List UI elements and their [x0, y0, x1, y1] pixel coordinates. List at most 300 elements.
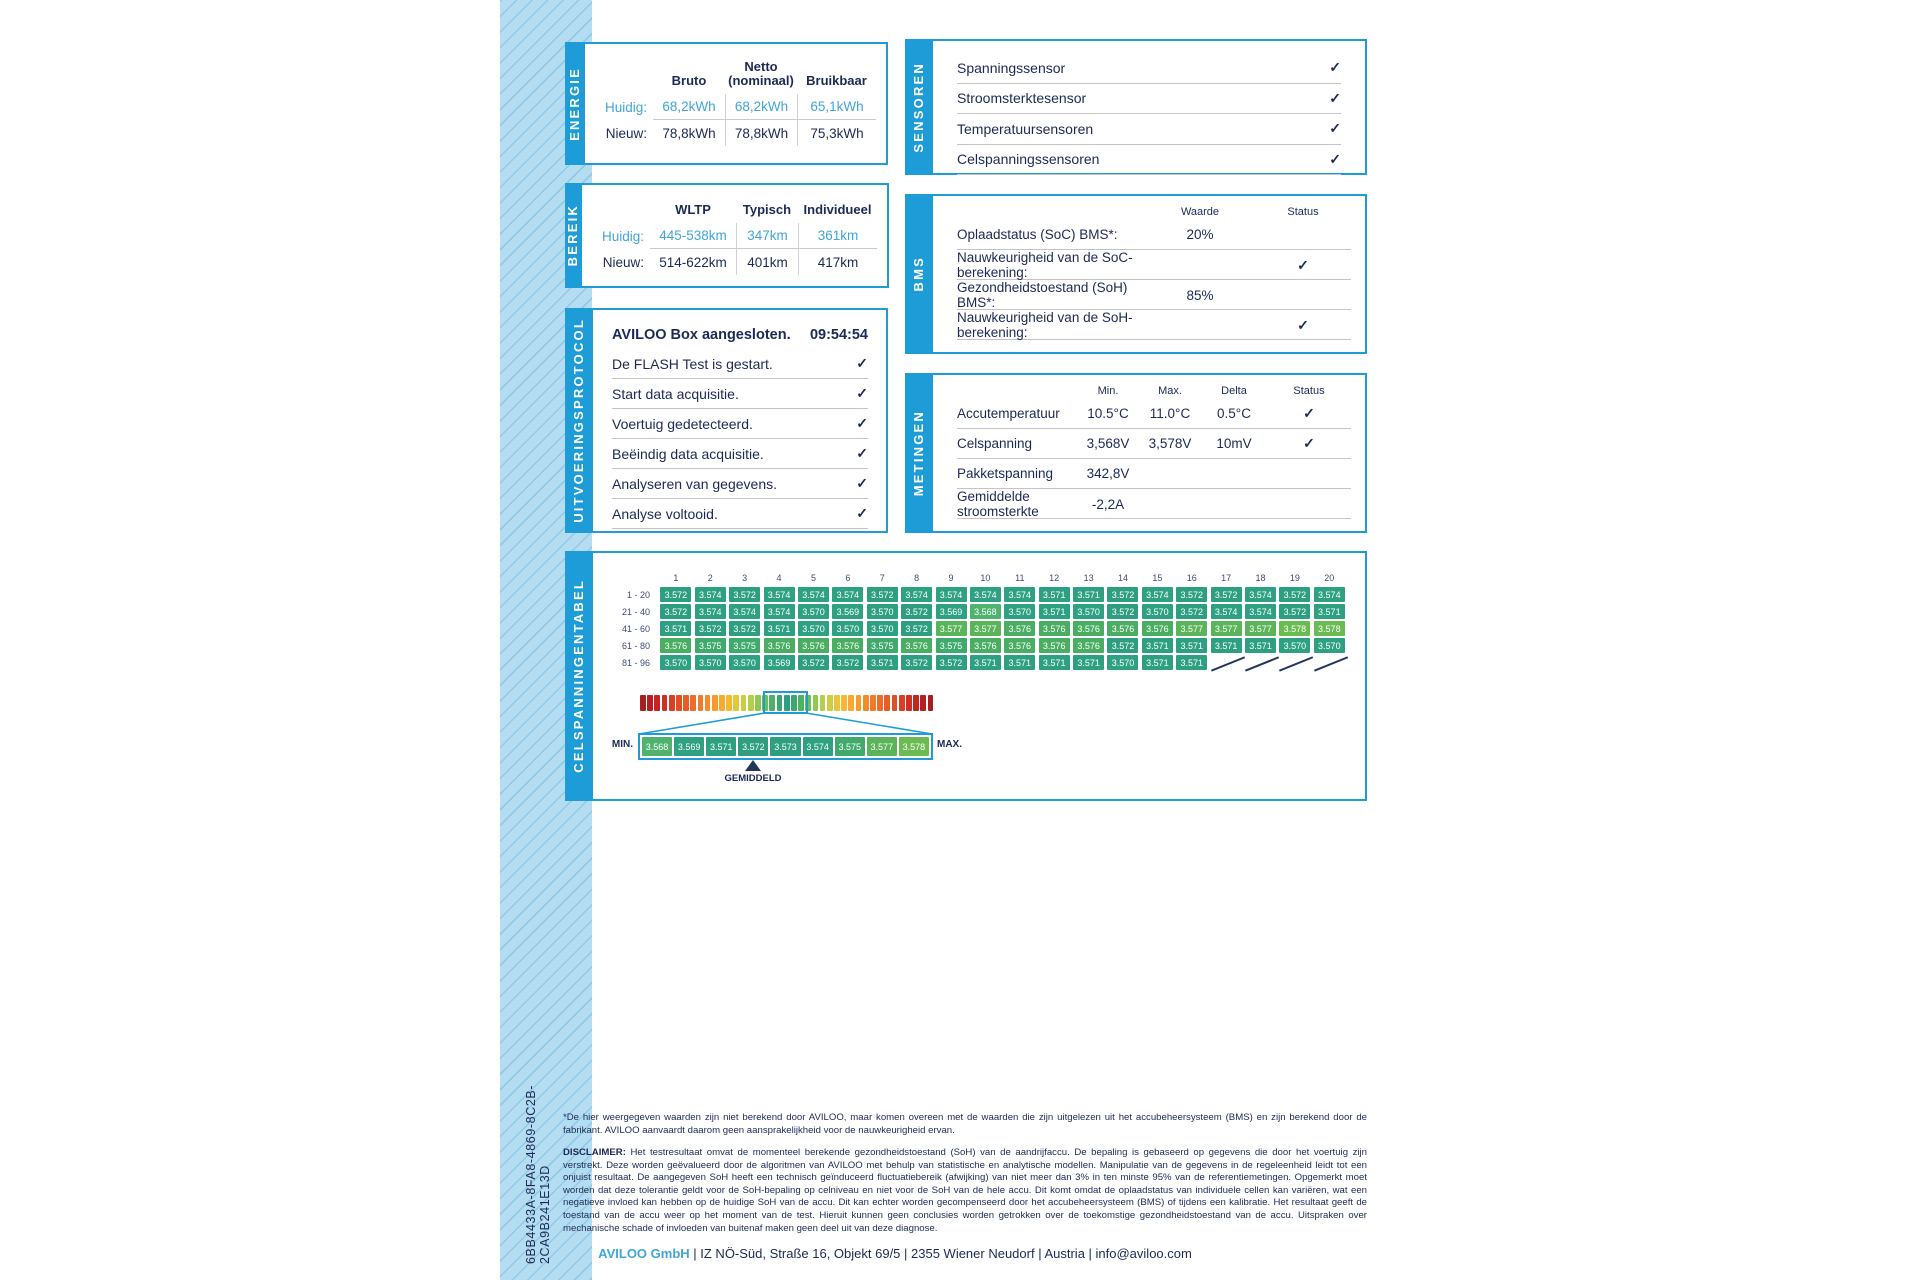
scale-segment [863, 695, 869, 711]
metingen-row-label: Celspanning [957, 436, 1033, 451]
voltage-cell: 3.577 [936, 621, 967, 636]
grid-column-header: 12 [1049, 573, 1060, 583]
scale-segment [884, 695, 890, 711]
scale-segment [870, 695, 876, 711]
panel-uitvoeringsprotocol [565, 308, 888, 533]
scale-segment [856, 695, 862, 711]
voltage-cell: 3.572 [1176, 587, 1207, 602]
voltage-cell: 3.571 [867, 655, 898, 670]
bereik-header-individueel: Individueel [803, 202, 872, 217]
voltage-cell: 3.572 [660, 587, 691, 602]
protocol-step-row [612, 469, 868, 499]
voltage-cell: 3.572 [729, 587, 760, 602]
voltage-cell: 3.568 [970, 604, 1001, 619]
bereik-huidig-individueel: 361km [798, 223, 877, 249]
voltage-cell: 3.569 [764, 655, 795, 670]
energie-header-bruikbaar: Bruikbaar [806, 73, 867, 88]
metingen-min: 10.5°C [1087, 406, 1129, 421]
panel-sensoren-body [931, 39, 1367, 175]
grid-row-label: 41 - 60 [621, 623, 650, 634]
scale-segment [813, 695, 819, 711]
bms-row [957, 310, 1351, 340]
sensor-row [957, 84, 1341, 115]
voltage-legend [638, 733, 933, 760]
sensor-name: Celspanningssensoren [957, 151, 1100, 168]
voltage-cell: 3.572 [1107, 604, 1138, 619]
min-label: MIN. [611, 739, 633, 750]
panel-bereik-title: BEREIK [565, 204, 580, 267]
voltage-cell: 3.571 [970, 655, 1001, 670]
sensor-name: Spanningssensor [957, 59, 1066, 76]
protocol-header-row [612, 320, 868, 349]
sensor-name: Temperatuursensoren [957, 120, 1094, 137]
footer-company: AVILOO GmbH [598, 1246, 690, 1261]
voltage-cell: 3.570 [1107, 655, 1138, 670]
voltage-cell: 3.571 [1176, 638, 1207, 653]
voltage-cell: 3.577 [1211, 621, 1242, 636]
voltage-cell: 3.569 [936, 604, 967, 619]
protocol-step-row [612, 439, 868, 469]
scale-segment [669, 695, 675, 711]
scale-segment [741, 695, 747, 711]
voltage-cell: 3.576 [832, 638, 863, 653]
sensor-row [957, 114, 1341, 145]
voltage-cell: 3.577 [1176, 621, 1207, 636]
voltage-cell: 3.572 [1279, 587, 1310, 602]
energie-row-nieuw-label: Nieuw: [605, 125, 647, 141]
voltage-cell: 3.570 [1279, 638, 1310, 653]
check-icon: ✓ [1303, 405, 1315, 421]
grid-row-label: 81 - 96 [621, 657, 650, 668]
grid-corner [607, 571, 657, 585]
panel-bms-body [931, 194, 1367, 354]
sensor-row [957, 53, 1341, 84]
voltage-cell: 3.572 [695, 621, 726, 636]
metingen-min: 342,8V [1086, 466, 1130, 481]
voltage-cell: 3.574 [1245, 587, 1276, 602]
voltage-cell: 3.570 [695, 655, 726, 670]
protocol-step-text: Start data acquisitie. [612, 385, 739, 402]
panel-bereik-body [580, 183, 889, 288]
voltage-cell-empty [1279, 655, 1310, 670]
metingen-min: -2,2A [1091, 496, 1125, 512]
check-icon: ✓ [856, 385, 868, 401]
grid-column-header: 17 [1221, 573, 1232, 583]
voltage-cell: 3.572 [1107, 587, 1138, 602]
bms-row [957, 220, 1351, 250]
protocol-step-text: Voertuig gedetecteerd. [612, 415, 753, 432]
bereik-row-nieuw-label: Nieuw: [602, 254, 644, 270]
metingen-header-max: Max. [1158, 385, 1182, 397]
legend-cell: 3.577 [867, 737, 897, 756]
panel-sensoren-title: SENSOREN [910, 61, 926, 153]
scale-segment [913, 695, 919, 711]
footer-address-line [560, 1246, 1230, 1261]
grid-row-label: 1 - 20 [626, 589, 650, 600]
bms-column-headers [933, 196, 1365, 220]
check-icon: ✓ [856, 505, 868, 521]
bereik-nieuw-wltp: 514-622km [659, 254, 727, 270]
metingen-row [957, 489, 1351, 519]
panel-energie [565, 42, 888, 165]
scale-segment [705, 695, 711, 711]
scale-segment [755, 695, 761, 711]
grid-column-header: 9 [948, 573, 954, 583]
grid-column-header: 14 [1117, 573, 1128, 583]
check-icon: ✓ [856, 445, 868, 461]
scale-segment [726, 695, 732, 711]
voltage-cell: 3.572 [832, 655, 863, 670]
energie-nieuw-bruto: 78,8kWh [662, 125, 716, 141]
panel-bms-title: BMS [910, 256, 926, 292]
voltage-cell: 3.574 [729, 604, 760, 619]
voltage-cell: 3.570 [1073, 604, 1104, 619]
grid-column-header: 20 [1324, 573, 1335, 583]
max-label: MAX. [937, 739, 962, 750]
voltage-cell: 3.575 [695, 638, 726, 653]
metingen-max: 11.0°C [1149, 406, 1191, 421]
voltage-cell: 3.570 [660, 655, 691, 670]
energie-nieuw-netto: 78,8kWh [725, 120, 797, 146]
protocol-step-text: De FLASH Test is gestart. [612, 355, 773, 372]
cell-voltage-grid [607, 571, 1345, 670]
voltage-cell: 3.570 [832, 621, 863, 636]
legend-cell: 3.575 [835, 737, 865, 756]
metingen-row-label: Accutemperatuur [957, 406, 1060, 421]
check-icon: ✓ [1329, 150, 1341, 167]
bereik-nieuw-typisch: 401km [736, 249, 798, 275]
disclaimer-prefix: DISCLAIMER: [563, 1147, 626, 1158]
voltage-cell: 3.576 [1039, 638, 1070, 653]
voltage-cell: 3.570 [1004, 604, 1035, 619]
voltage-cell-empty [1314, 655, 1345, 670]
scale-segment [647, 695, 653, 711]
metingen-header-status: Status [1293, 385, 1325, 397]
grid-column-header: 7 [879, 573, 885, 583]
voltage-cell: 3.572 [936, 655, 967, 670]
protocol-step-row [612, 499, 868, 529]
protocol-step-text: Analyse voltooid. [612, 505, 718, 522]
voltage-cell: 3.574 [1245, 604, 1276, 619]
metingen-row [957, 429, 1351, 459]
voltage-cell: 3.574 [764, 604, 795, 619]
scale-segment [820, 695, 826, 711]
protocol-step-row [612, 409, 868, 439]
bms-row [957, 280, 1351, 310]
scale-segment [748, 695, 754, 711]
protocol-list [593, 310, 886, 529]
voltage-cell: 3.576 [660, 638, 691, 653]
voltage-cell: 3.575 [867, 638, 898, 653]
check-icon: ✓ [856, 355, 868, 371]
voltage-cell: 3.574 [798, 587, 829, 602]
voltage-cell: 3.574 [970, 587, 1001, 602]
voltage-cell: 3.570 [1314, 638, 1345, 653]
energie-huidig-bruto: 68,2kWh [653, 94, 725, 120]
voltage-cell: 3.572 [901, 655, 932, 670]
energie-nieuw-bruikbaar: 75,3kWh [797, 120, 876, 146]
voltage-cell: 3.571 [1142, 655, 1173, 670]
voltage-cell: 3.576 [1004, 621, 1035, 636]
voltage-cell: 3.577 [1245, 621, 1276, 636]
bms-row-value: 20% [1186, 227, 1214, 242]
voltage-cell: 3.571 [1142, 638, 1173, 653]
voltage-cell: 3.574 [1211, 604, 1242, 619]
report-serial-number: 6BB4433A-8FA8-4869-8C2B-2CA9B241E13D [524, 1084, 552, 1264]
sensoren-list [933, 41, 1365, 175]
voltage-cell: 3.572 [1107, 638, 1138, 653]
panel-bereik [565, 183, 888, 288]
check-icon: ✓ [1297, 256, 1309, 273]
scale-segment [877, 695, 883, 711]
voltage-cell: 3.570 [867, 604, 898, 619]
voltage-cell: 3.572 [729, 621, 760, 636]
protocol-step-row [612, 379, 868, 409]
bms-row-label: Oplaadstatus (SoC) BMS*: [957, 227, 1118, 242]
voltage-cell: 3.575 [936, 638, 967, 653]
grid-column-header: 19 [1289, 573, 1300, 583]
sensor-row [957, 145, 1341, 176]
voltage-cell: 3.571 [1245, 638, 1276, 653]
average-label: GEMIDDELD [724, 773, 782, 784]
voltage-cell: 3.571 [1039, 604, 1070, 619]
bereik-huidig-typisch: 347km [736, 223, 798, 249]
grid-column-header: 8 [914, 573, 920, 583]
check-icon: ✓ [1329, 120, 1341, 137]
sensor-name: Stroomsterktesensor [957, 90, 1087, 107]
check-icon: ✓ [1329, 89, 1341, 106]
protocol-step-text: Analyseren van gegevens. [612, 475, 777, 492]
bereik-nieuw-individueel: 417km [798, 249, 877, 275]
scale-segment [928, 695, 934, 711]
voltage-cell: 3.574 [832, 587, 863, 602]
panel-bms-tab [905, 194, 931, 354]
voltage-cell: 3.572 [660, 604, 691, 619]
bms-row-value: 85% [1186, 287, 1214, 303]
voltage-cell: 3.570 [729, 655, 760, 670]
legend-cell: 3.571 [706, 737, 736, 756]
bereik-header-typisch: Typisch [742, 202, 792, 217]
scale-segment [640, 695, 646, 711]
energie-table [585, 44, 886, 146]
voltage-cell: 3.570 [867, 621, 898, 636]
legend-cell: 3.569 [674, 737, 704, 756]
voltage-cell: 3.576 [1073, 638, 1104, 653]
bms-footnote: *De hier weergegeven waarden zijn niet berekend door AVILOO, maar komen overeen met de waarden die zijn uitgelezen uit het accubeheersysteem (BMS) en zijn berekend door de fabrikant. AVILOO aanvaardt daarom geen aansprakelijkheid voor de nauwkeurigheid ervan. [563, 1112, 1367, 1136]
voltage-cell: 3.574 [764, 587, 795, 602]
legend-cell: 3.572 [738, 737, 768, 756]
legend-cell: 3.573 [770, 737, 800, 756]
voltage-cell: 3.570 [1142, 604, 1173, 619]
metingen-header-min: Min. [1097, 385, 1119, 397]
panel-sensoren [905, 39, 1367, 175]
voltage-cell: 3.576 [1073, 621, 1104, 636]
panel-metingen-tab [905, 373, 931, 533]
scale-segment [920, 695, 926, 711]
panel-uitvoeringsprotocol-body [591, 308, 888, 533]
energie-row-huidig-label: Huidig: [604, 99, 647, 115]
grid-row-label: 21 - 40 [621, 606, 650, 617]
grid-column-header: 6 [845, 573, 851, 583]
metingen-delta: 0.5°C [1217, 406, 1251, 421]
check-icon: ✓ [1297, 316, 1309, 333]
scale-segment [698, 695, 704, 711]
grid-row-label: 61 - 80 [621, 640, 650, 651]
voltage-cell: 3.574 [695, 587, 726, 602]
voltage-cell: 3.572 [1279, 604, 1310, 619]
voltage-cell: 3.570 [798, 621, 829, 636]
bms-header-waarde: Waarde [1180, 206, 1220, 218]
scale-segment [733, 695, 739, 711]
voltage-cell: 3.574 [1142, 587, 1173, 602]
bms-row-label: Nauwkeurigheid van de SoC-berekening: [957, 250, 1133, 280]
energie-header-netto: Netto (nominaal) [728, 59, 794, 88]
voltage-cell: 3.572 [798, 655, 829, 670]
grid-column-header: 15 [1152, 573, 1163, 583]
average-marker-icon [745, 760, 761, 771]
grid-column-header: 13 [1083, 573, 1094, 583]
voltage-cell: 3.571 [1039, 655, 1070, 670]
bms-header-status: Status [1287, 206, 1319, 218]
panel-bms [905, 194, 1367, 354]
voltage-cell: 3.578 [1314, 621, 1345, 636]
metingen-row [957, 459, 1351, 489]
voltage-cell: 3.574 [936, 587, 967, 602]
grid-column-header: 3 [742, 573, 748, 583]
scale-segment [683, 695, 689, 711]
bms-row [957, 250, 1351, 280]
protocol-header-text: AVILOO Box aangesloten. [612, 326, 791, 343]
voltage-cell: 3.571 [1211, 638, 1242, 653]
scale-segment [662, 695, 668, 711]
voltage-cell: 3.571 [1073, 655, 1104, 670]
voltage-cell: 3.571 [1176, 655, 1207, 670]
metingen-max: 3,578V [1148, 436, 1192, 451]
panel-celspanningentabel-title: CELSPANNINGENTABEL [570, 579, 586, 773]
check-icon: ✓ [1303, 435, 1315, 451]
voltage-cell: 3.571 [660, 621, 691, 636]
voltage-cell: 3.574 [901, 587, 932, 602]
grid-column-header: 4 [776, 573, 782, 583]
legend-cell: 3.578 [899, 737, 929, 756]
grid-column-header: 5 [810, 573, 816, 583]
voltage-cell: 3.571 [1073, 587, 1104, 602]
voltage-cell: 3.572 [901, 621, 932, 636]
voltage-cell: 3.576 [764, 638, 795, 653]
voltage-cell: 3.576 [901, 638, 932, 653]
voltage-cell: 3.576 [798, 638, 829, 653]
voltage-cell: 3.576 [1039, 621, 1070, 636]
voltage-cell: 3.572 [901, 604, 932, 619]
footer-address: | IZ NÖ-Süd, Straße 16, Objekt 69/5 | 2355 Wiener Neudorf | Austria | info@aviloo.com [693, 1246, 1192, 1261]
check-icon: ✓ [856, 415, 868, 431]
voltage-cell: 3.576 [1107, 621, 1138, 636]
metingen-min: 3,568V [1086, 436, 1130, 451]
voltage-cell: 3.576 [970, 638, 1001, 653]
voltage-cell: 3.575 [729, 638, 760, 653]
bereik-row-huidig-label: Huidig: [601, 228, 644, 244]
metingen-delta: 10mV [1216, 436, 1252, 451]
voltage-cell: 3.570 [798, 604, 829, 619]
check-icon: ✓ [1329, 59, 1341, 76]
voltage-cell: 3.571 [1314, 604, 1345, 619]
bms-row-label: Gezondheidstoestand (SoH) BMS*: [957, 280, 1128, 310]
scale-segment [690, 695, 696, 711]
scale-segment [899, 695, 905, 711]
panel-uitvoeringsprotocol-title: UITVOERINGSPROTOCOL [570, 318, 586, 523]
energie-header-bruto: Bruto [671, 73, 707, 88]
scale-segment [827, 695, 833, 711]
scale-segment [892, 695, 898, 711]
scale-segment [834, 695, 840, 711]
voltage-cell: 3.572 [1176, 604, 1207, 619]
panel-metingen-title: METINGEN [910, 409, 926, 497]
grid-column-header: 1 [673, 573, 679, 583]
voltage-cell: 3.571 [764, 621, 795, 636]
scale-segment [848, 695, 854, 711]
check-icon: ✓ [856, 475, 868, 491]
panel-celspanningentabel-body [591, 551, 1367, 801]
panel-energie-title: ENERGIE [566, 66, 582, 141]
panel-sensoren-tab [905, 39, 931, 175]
panel-energie-body [583, 42, 888, 165]
energie-huidig-bruikbaar: 65,1kWh [797, 94, 876, 120]
bms-row-label: Nauwkeurigheid van de SoH-berekening: [957, 310, 1133, 340]
panel-celspanningentabel [565, 551, 1367, 801]
voltage-cell: 3.576 [1142, 621, 1173, 636]
voltage-cell: 3.572 [867, 587, 898, 602]
voltage-cell: 3.574 [1314, 587, 1345, 602]
energie-huidig-netto: 68,2kWh [725, 94, 797, 120]
scale-segment [654, 695, 660, 711]
bereik-huidig-wltp: 445-538km [650, 223, 736, 249]
legend-cell: 3.574 [803, 737, 833, 756]
metingen-header-delta: Delta [1221, 385, 1247, 397]
panel-metingen-body [931, 373, 1367, 533]
voltage-cell: 3.572 [1211, 587, 1242, 602]
grid-column-header: 10 [980, 573, 991, 583]
scale-segment [906, 695, 912, 711]
grid-column-header: 18 [1255, 573, 1266, 583]
scale-segment [676, 695, 682, 711]
bereik-header-wltp: WLTP [675, 202, 711, 217]
protocol-time: 09:54:54 [809, 326, 868, 343]
legend-cell: 3.568 [642, 737, 672, 756]
voltage-cell: 3.571 [1004, 655, 1035, 670]
grid-column-header: 11 [1015, 573, 1025, 583]
panel-bereik-tab [565, 183, 580, 288]
panel-celspanningentabel-tab [565, 551, 591, 801]
protocol-step-row [612, 349, 868, 379]
voltage-cell-empty [1211, 655, 1242, 670]
panel-energie-tab [565, 42, 583, 165]
voltage-cell: 3.569 [832, 604, 863, 619]
voltage-cell-empty [1245, 655, 1276, 670]
protocol-step-text: Beëindig data acquisitie. [612, 445, 764, 462]
panel-uitvoeringsprotocol-tab [565, 308, 591, 533]
disclaimer-text: Het testresultaat omvat de momenteel berekende gezondheidstoestand (SoH) van de aandrijfaccu. De bepaling is gebaseerd op gegevens die door het voertuig zijn verstrekt. Deze worden geëvalueerd door de algoritmen van AVILOO met behulp van statistische en analytische modellen. Manipulatie van de gegevens in de regeleenheid leidt tot een onjuist resultaat. De aangegeven SoH heeft een technisch geïnduceerd fluctuatiebereik (afwijking) van niet meer dan 3% in ten minste 95% van de referentiemetingen. Opgemerkt moet worden dat deze tolerantie geldt voor de SoH-bepaling op celniveau en niet voor de SoH van de hele accu. Dit komt omdat de oplaadstatus van individuele cellen kan variëren, wat een negatieve invloed kan hebben op de huidige SoH van de accu. Dit kan echter worden gecompenseerd door het accubeheersysteem (BMS) of tijdens een kalibratie. Het resultaat geeft de toestand van de accu weer op het moment van de test. Hieruit kunnen geen conclusies worden getrokken over de toekomstige gezondheidstoestand van de accu. Uitspraken over mechanische schade of invloeden van buitenaf maken geen deel uit van deze diagnose. [563, 1147, 1367, 1234]
voltage-cell: 3.574 [1004, 587, 1035, 602]
bereik-table [582, 185, 887, 275]
voltage-cell: 3.571 [1039, 587, 1070, 602]
voltage-cell: 3.578 [1279, 621, 1310, 636]
metingen-row [957, 399, 1351, 429]
grid-column-header: 16 [1186, 573, 1197, 583]
panel-metingen [905, 373, 1367, 533]
metingen-row-label: Pakketspanning [957, 466, 1054, 481]
scale-segment [712, 695, 718, 711]
metingen-row-label: Gemiddelde stroomsterkte [957, 489, 1039, 519]
